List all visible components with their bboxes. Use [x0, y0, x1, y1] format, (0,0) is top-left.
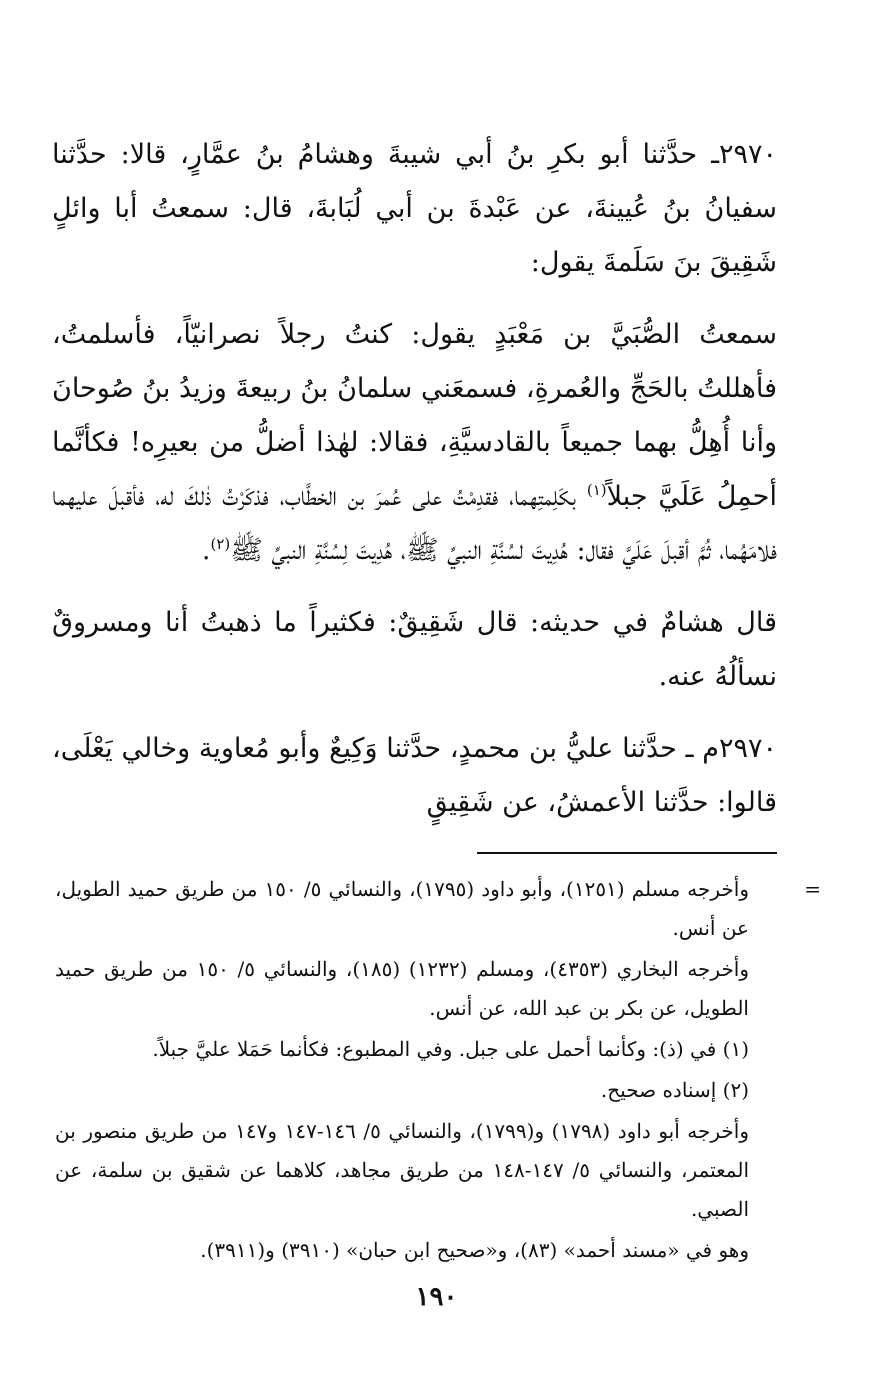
hadith-2970-matn	[52, 308, 777, 578]
hadith-2970-isnad-text: ٢٩٧٠ـ حدَّثنا أبو بكرِ بنُ أبي شيبةَ وهشامُ بنُ عمَّارٍ، قالا: حدَّثنا سفيانُ بنُ عُيينةَ، عن عَبْدةَ بن أبي لُبَابةَ، قال: سمعتُ أبا وائلٍ شَقِيقَ بنَ سَلَمةَ يقول:	[52, 139, 777, 278]
footnote-item: وأخرجه أبو داود (١٧٩٨) و(١٧٩٩)، والنسائي ٥/ ١٤٦-١٤٧ و١٤٧ من طريق منصور بن المعتمر، والنسائي ٥/ ١٤٧-١٤٨ من طريق مجاهد، كلاهما عن شقيق بن سلمة، عن الصبي.	[55, 1119, 750, 1221]
footnote-ref-1: (١)	[586, 481, 607, 499]
footnote-ref-2: (٢)	[210, 535, 231, 553]
hisham-note	[52, 596, 777, 704]
hisham-note-text: قال هشامٌ في حديثه: قال شَقِيقٌ: فكثيراً ما ذهبتُ أنا ومسروقٌ نسألُهُ عنه.	[52, 607, 777, 692]
hadith-2970-matn-end: .	[201, 535, 211, 566]
footnotes	[55, 870, 821, 1270]
hadith-2970m-text: ٢٩٧٠م ـ حدَّثنا عليُّ بن محمدٍ، حدَّثنا وَكِيعٌ وأبو مُعاوية وخالي يَعْلَى، قالوا: حدَّثنا الأعمشُ، عن شَقِيقٍ	[52, 733, 777, 818]
footnote-2: (٢) إسناده صحيح.	[600, 1078, 749, 1102]
main-text	[52, 128, 777, 830]
hadith-2970m	[52, 722, 777, 830]
footnote-1: (١) في (ذ): وكأنما أحمل على جبل. وفي المطبوع: فكأنما حَمَلا عليَّ جبلاً.	[152, 1037, 749, 1061]
page-number: ١٩٠	[415, 1282, 458, 1312]
footnote-item: وهو في «مسند أحمد» (٨٣)، و«صحيح ابن حبان» (٣٩١٠) و(٣٩١١).	[200, 1238, 749, 1262]
footnote-item: وأخرجه البخاري (٤٣٥٣)، ومسلم (١٢٣٢) (١٨٥)، والنسائي ٥/ ١٥٠ من طريق حميد الطويل، عن بكر بن عبد الله، عن أنس.	[55, 957, 750, 1020]
footnote-divider	[477, 852, 777, 854]
hadith-2970-isnad	[52, 128, 777, 290]
continued-mark: =	[804, 877, 821, 901]
footnote-item: وأخرجه مسلم (١٢٥١)، وأبو داود (١٧٩٥)، والنسائي ٥/ ١٥٠ من طريق حميد الطويل، عن أنس.	[55, 877, 749, 940]
hadith-2970-matn-part2: بكَلِمتِهما، فقدِمْتُ على عُمرَ بن الخطَّاب، فذكَرْتُ ذٰلكَ له، فأقبلَ عليهما فلامَهُما، ثُمَّ أقبلَ عَلَيَّ فقال: هُدِيتَ لسُنَّةِ النبيِّ ﷺ، هُدِيتَ لِسُنَّةِ النبيِّ ﷺ	[52, 481, 777, 566]
hadith-2970-matn-part1: سمعتُ الصُّبَيَّ بن مَعْبَدٍ يقول: كنتُ رجلاً نصرانيّاً، فأسلمتُ، فأهللتُ بالحَجِّ والعُمرةِ، فسمعَني سلمانُ بنُ ربيعةَ وزيدُ بنُ صُوحانَ وأنا أُهِلُّ بهما جميعاً بالقادسيَّةِ، فقالا: لهٰذا أضلُّ من بعيرِه! فكأنَّما أحمِلُ عَلَيَّ جبلاً	[52, 319, 777, 512]
